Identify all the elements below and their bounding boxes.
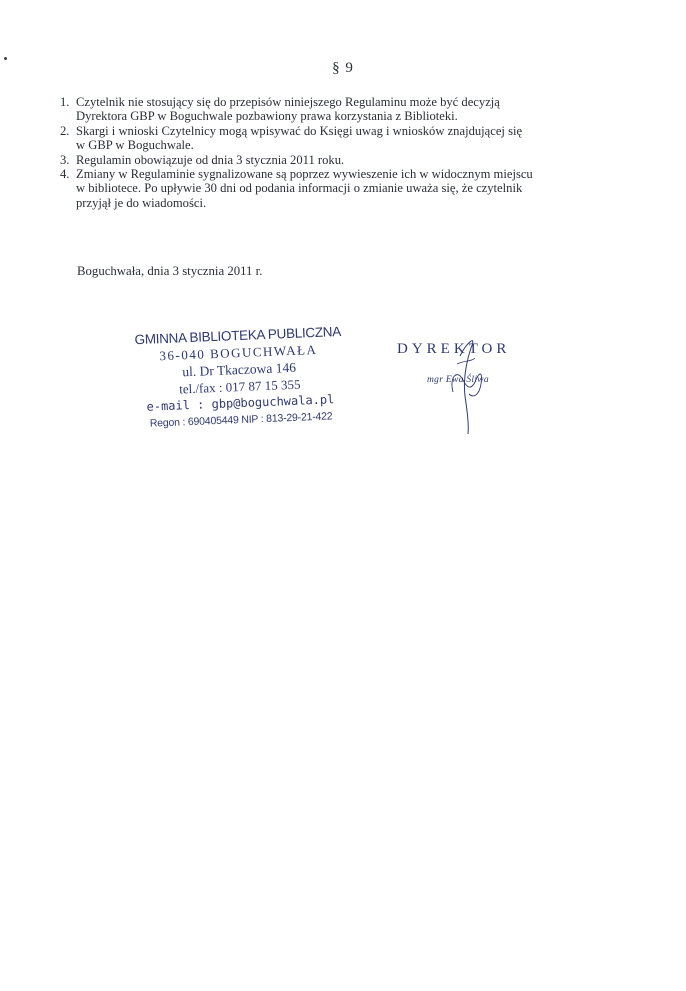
stamp-email: e-mail : gbp@boguchwala.pl xyxy=(146,392,335,414)
rule-number: 2. xyxy=(60,123,70,138)
rule-line: Zmiany w Regulaminie sygnalizowane są poprzez wywieszenie ich w widocznym miejscu xyxy=(76,167,533,182)
stamp-regon-nip: Regon : 690405449 NIP : 813-29-21-422 xyxy=(149,410,333,430)
stamp-postal-city: 36-040 BOGUCHWAŁA xyxy=(159,341,318,364)
rule-number: 3. xyxy=(60,152,70,167)
rule-line: w bibliotece. Po upływie 30 dni od podania informacji o zmianie uważa się, że czytelnik xyxy=(76,181,523,196)
stamp-phone: tel./fax : 017 87 15 355 xyxy=(178,376,301,397)
stamp-street: ul. Dr Tkaczowa 146 xyxy=(181,359,297,380)
rule-line: Dyrektora GBP w Boguchwale pozbawiony prawa korzystania z Biblioteki. xyxy=(76,109,458,124)
rule-line: przyjął je do wiadomości. xyxy=(76,195,207,210)
rule-item xyxy=(60,153,660,167)
rule-item xyxy=(60,167,660,210)
rule-line: w GBP w Boguchwale. xyxy=(76,138,194,153)
stamp-institution: GMINNA BIBLIOTEKA PUBLICZNA xyxy=(134,323,342,348)
rule-number: 4. xyxy=(60,167,70,182)
rules-list xyxy=(60,95,660,210)
place-and-date: Boguchwała, dnia 3 stycznia 2011 r. xyxy=(77,264,263,278)
rule-number: 1. xyxy=(60,95,70,109)
rule-item xyxy=(60,124,660,153)
library-stamp xyxy=(115,322,364,434)
rule-line: Skargi i wnioski Czytelnicy mogą wpisywać do Księgi uwag i wniosków znajdującej się xyxy=(76,123,523,138)
section-heading: § 9 xyxy=(332,60,354,76)
director-stamp xyxy=(397,338,557,438)
director-name: mgr Ewa Śliwa xyxy=(427,375,489,385)
rule-item xyxy=(60,95,660,124)
director-title: DYREKTOR xyxy=(397,341,511,357)
signature-icon xyxy=(397,338,557,438)
rule-line: Czytelnik nie stosujący się do przepisów niniejszego Regulaminu może być decyzją xyxy=(76,95,500,109)
rule-line: Regulamin obowiązuje od dnia 3 stycznia 2011 roku. xyxy=(76,152,345,167)
